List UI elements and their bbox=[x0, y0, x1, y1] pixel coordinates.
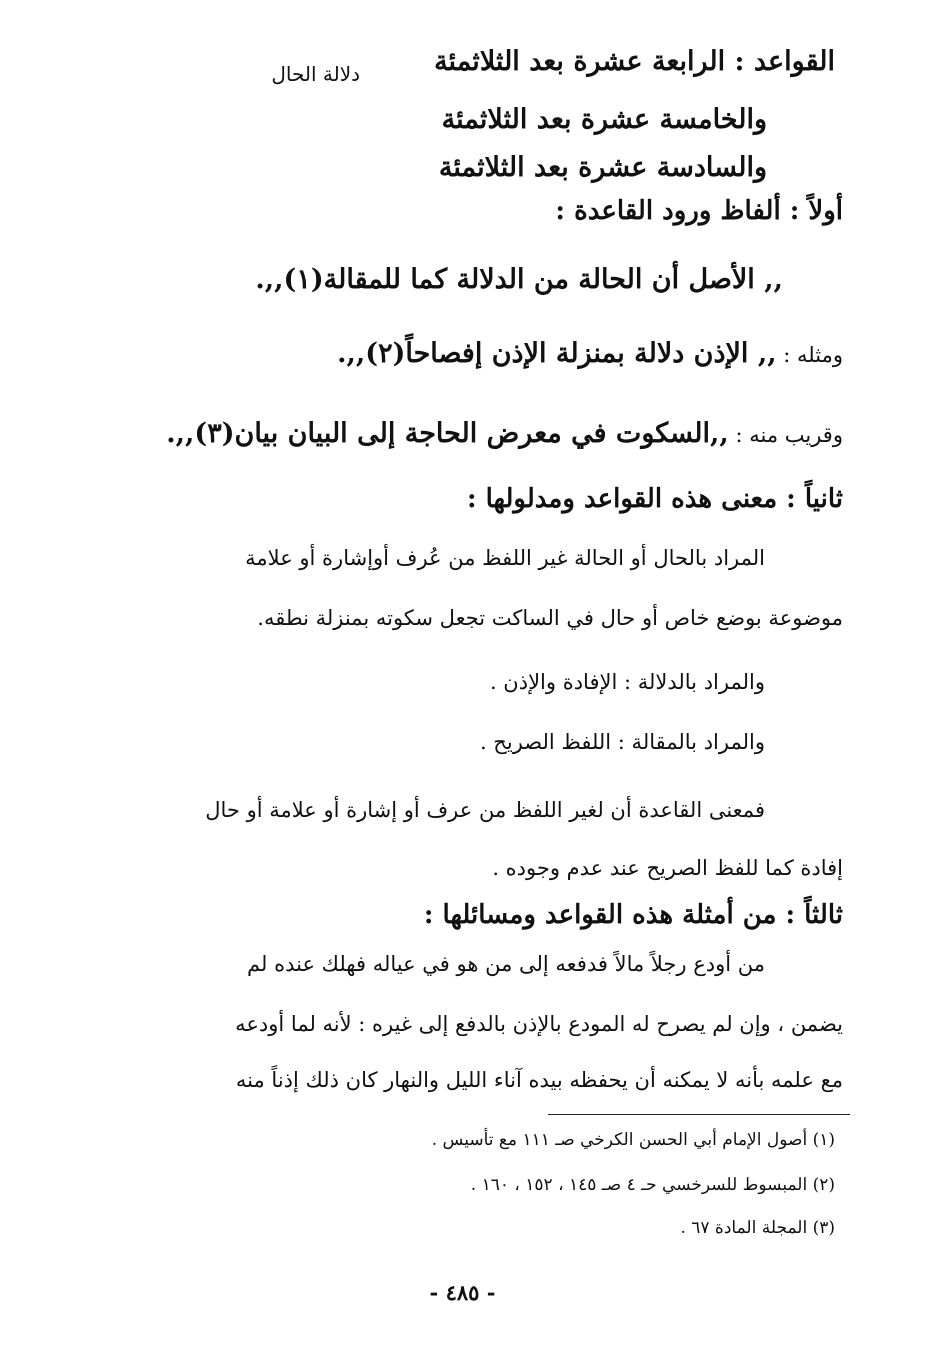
rule-2-lead: ومثله : bbox=[776, 343, 843, 367]
title-line-2: والخامسة عشرة بعد الثلاثمئة bbox=[441, 104, 767, 135]
title-line-3: والسادسة عشرة بعد الثلاثمئة bbox=[438, 152, 767, 183]
title-line-1: القواعد : الرابعة عشرة بعد الثلاثمئة bbox=[434, 46, 835, 77]
section2-heading: ثانياً : معنى هذه القواعد ومدلولها : bbox=[466, 484, 843, 514]
section3-line-2: يضمن ، وإن لم يصرح له المودع بالإذن بالدفع إلى غيره : لأنه لما أودعه bbox=[235, 1012, 843, 1036]
rule-2: ,, الإذن دلالة بمنزلة الإذن إفصاحاً(٢),,. bbox=[337, 338, 777, 369]
section3-line-3: مع علمه بأنه لا يمكنه أن يحفظه بيده آناء الليل والنهار كان ذلك إذناً منه bbox=[235, 1068, 843, 1092]
section3-line-1: من أودع رجلاً مالاً فدفعه إلى من هو في عياله فهلك عنده لم bbox=[247, 952, 765, 976]
rule-3: ,,السكوت في معرض الحاجة إلى البيان بيان(٣),,. bbox=[166, 418, 729, 449]
running-title: دلالة الحال bbox=[271, 62, 360, 86]
section3-heading: ثالثاً : من أمثلة هذه القواعد ومسائلها : bbox=[423, 900, 843, 930]
footnote-1: (١) أصول الإمام أبي الحسن الكرخي صـ ١١١ مع تأسيس . bbox=[431, 1130, 835, 1150]
section2-line-5: فمعنى القاعدة أن لغير اللفظ من عرف أو إشارة أو علامة أو حال bbox=[205, 798, 765, 822]
footnote-2: (٢) المبسوط للسرخسي حـ ٤ صـ ١٤٥ ، ١٥٢ ، ١٦٠ . bbox=[470, 1175, 835, 1195]
section2-line-6: إفادة كما للفظ الصريح عند عدم وجوده . bbox=[492, 856, 843, 880]
footnote-separator bbox=[548, 1114, 850, 1115]
page-number: - ٤٨٥ - bbox=[429, 1280, 496, 1305]
section2-line-4: والمراد بالمقالة : اللفظ الصريح . bbox=[479, 730, 765, 754]
rule-2-line bbox=[337, 338, 843, 370]
footnote-3: (٣) المجلة المادة ٦٧ . bbox=[680, 1218, 835, 1238]
rule-3-line bbox=[166, 418, 843, 450]
section1-heading: أولاً : ألفاظ ورود القاعدة : bbox=[555, 196, 843, 226]
section2-line-3: والمراد بالدلالة : الإفادة والإذن . bbox=[489, 670, 765, 694]
section2-line-2: موضوعة بوضع خاص أو حال في الساكت تجعل سكوته بمنزلة نطقه. bbox=[257, 606, 843, 630]
rule-1: ,, الأصل أن الحالة من الدلالة كما للمقالة(١),,. bbox=[255, 264, 783, 295]
section2-line-1: المراد بالحال أو الحالة غير اللفظ من عُرف أوإشارة أو علامة bbox=[245, 546, 765, 570]
rule-3-lead: وقريب منه : bbox=[728, 423, 843, 447]
